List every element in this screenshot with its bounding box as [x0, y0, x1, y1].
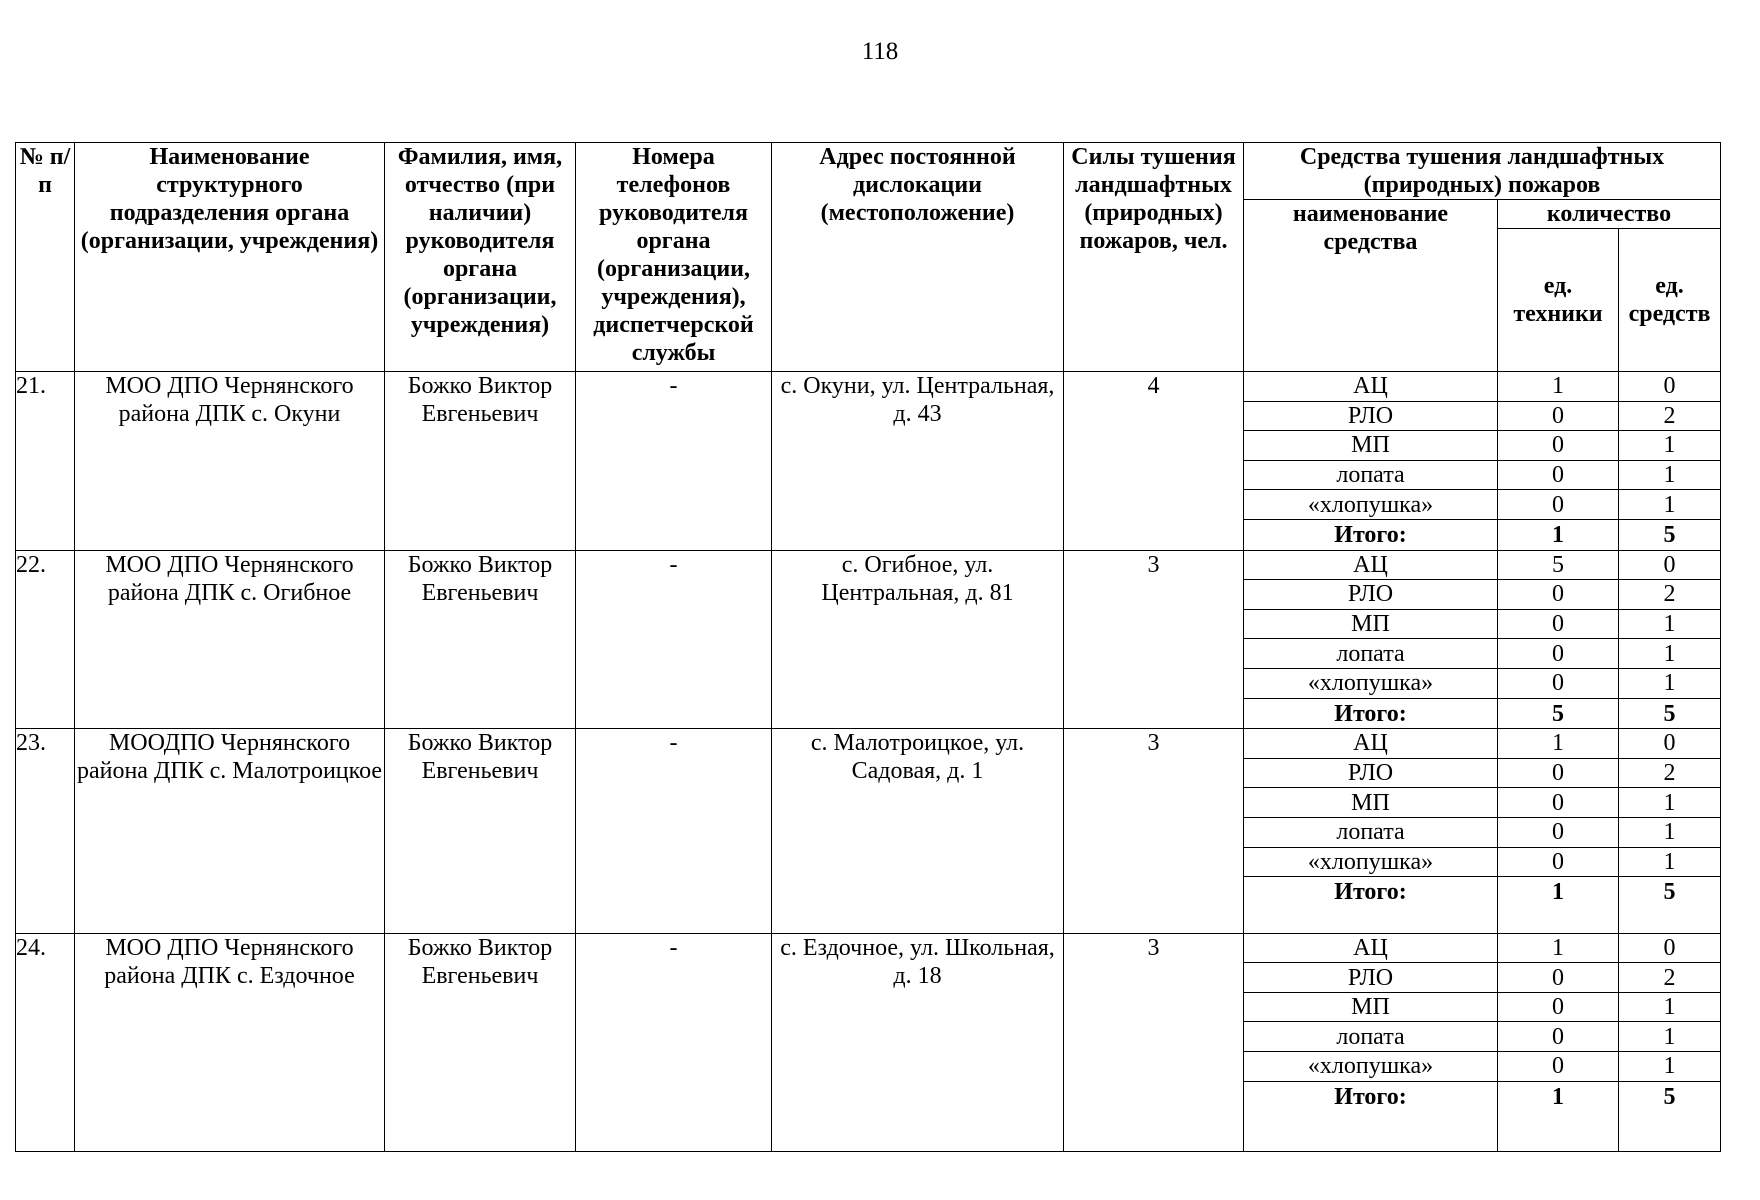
- units-means-value: 1: [1619, 1052, 1721, 1082]
- equipment-name: «хлопушка»: [1244, 1052, 1498, 1082]
- equipment-name: АЦ: [1244, 933, 1498, 963]
- unit-name: МОО ДПО Чернянского района ДПК с. Окуни: [75, 372, 385, 551]
- equipment-name: Итого:: [1244, 698, 1498, 729]
- header-unit: Наименование структурного подразделения органа (организации, учреждения): [75, 143, 385, 372]
- unit-name: МОО ДПО Чернянского района ДПК с. Огибное: [75, 550, 385, 729]
- equipment-name: МП: [1244, 788, 1498, 818]
- units-means-value: 2: [1619, 758, 1721, 788]
- units-tech-value: 0: [1498, 609, 1619, 639]
- units-tech-value: 0: [1498, 992, 1619, 1022]
- header-address: Адрес постоянной дислокации (местоположение): [772, 143, 1064, 372]
- equipment-name: РЛО: [1244, 401, 1498, 431]
- phone-number: -: [576, 933, 772, 1152]
- units-means-value: 1: [1619, 1022, 1721, 1052]
- row-num: 21.: [16, 372, 75, 551]
- address: с. Окуни, ул. Центральная, д. 43: [772, 372, 1064, 551]
- units-tech-value: 0: [1498, 401, 1619, 431]
- forces-count: 3: [1064, 550, 1244, 729]
- equipment-name: «хлопушка»: [1244, 847, 1498, 877]
- table-row: [16, 729, 1721, 759]
- table-row: [16, 933, 1721, 963]
- phone-number: -: [576, 729, 772, 934]
- units-means-value: 1: [1619, 788, 1721, 818]
- header-forces: Силы тушения ландшафтных (природных) пожаров, чел.: [1064, 143, 1244, 372]
- leader-name: Божко Виктор Евгеньевич: [385, 550, 576, 729]
- header-units-means: ед. средств: [1619, 229, 1721, 372]
- equipment-name: «хлопушка»: [1244, 490, 1498, 520]
- units-means-value: 2: [1619, 401, 1721, 431]
- units-tech-value: 1: [1498, 729, 1619, 759]
- units-means-value: 1: [1619, 431, 1721, 461]
- units-means-value: 1: [1619, 847, 1721, 877]
- units-tech-value: 0: [1498, 847, 1619, 877]
- units-tech-value: 1: [1498, 1081, 1619, 1152]
- equipment-name: лопата: [1244, 460, 1498, 490]
- units-tech-value: 0: [1498, 460, 1619, 490]
- unit-name: МООДПО Чернянского района ДПК с. Малотроицкое: [75, 729, 385, 934]
- header-units-tech: ед. техники: [1498, 229, 1619, 372]
- header-phones: Номера телефонов руководителя органа (организации, учреждения), диспетчерской службы: [576, 143, 772, 372]
- table-row: [16, 550, 1721, 580]
- units-tech-value: 5: [1498, 550, 1619, 580]
- address: с. Огибное, ул. Центральная, д. 81: [772, 550, 1064, 729]
- units-means-value: 2: [1619, 963, 1721, 993]
- units-tech-value: 0: [1498, 431, 1619, 461]
- units-means-value: 5: [1619, 698, 1721, 729]
- equipment-name: МП: [1244, 609, 1498, 639]
- header-num: № п/п: [16, 143, 75, 372]
- equipment-name: Итого:: [1244, 519, 1498, 550]
- units-tech-value: 0: [1498, 1022, 1619, 1052]
- header-means-name: наименование средства: [1244, 200, 1498, 372]
- equipment-name: АЦ: [1244, 372, 1498, 402]
- units-tech-value: 1: [1498, 372, 1619, 402]
- units-tech-value: 0: [1498, 963, 1619, 993]
- units-tech-value: 1: [1498, 877, 1619, 934]
- units-means-value: 1: [1619, 460, 1721, 490]
- fire-forces-table: [15, 142, 1721, 1152]
- equipment-name: лопата: [1244, 639, 1498, 669]
- address: с. Ездочное, ул. Школьная, д. 18: [772, 933, 1064, 1152]
- units-tech-value: 0: [1498, 1052, 1619, 1082]
- equipment-name: Итого:: [1244, 877, 1498, 934]
- phone-number: -: [576, 550, 772, 729]
- forces-count: 4: [1064, 372, 1244, 551]
- header-person: Фамилия, имя, отчество (при наличии) руководителя органа (организации, учреждения): [385, 143, 576, 372]
- equipment-name: АЦ: [1244, 550, 1498, 580]
- units-tech-value: 1: [1498, 519, 1619, 550]
- units-tech-value: 0: [1498, 639, 1619, 669]
- units-tech-value: 0: [1498, 758, 1619, 788]
- units-means-value: 2: [1619, 580, 1721, 610]
- equipment-name: РЛО: [1244, 758, 1498, 788]
- leader-name: Божко Виктор Евгеньевич: [385, 729, 576, 934]
- leader-name: Божко Виктор Евгеньевич: [385, 933, 576, 1152]
- units-tech-value: 0: [1498, 788, 1619, 818]
- equipment-name: МП: [1244, 431, 1498, 461]
- forces-count: 3: [1064, 933, 1244, 1152]
- table-header: [16, 143, 1721, 372]
- units-means-value: 0: [1619, 372, 1721, 402]
- row-num: 24.: [16, 933, 75, 1152]
- leader-name: Божко Виктор Евгеньевич: [385, 372, 576, 551]
- header-means: Средства тушения ландшафтных (природных) пожаров: [1244, 143, 1721, 200]
- unit-name: МОО ДПО Чернянского района ДПК с. Ездочное: [75, 933, 385, 1152]
- equipment-name: РЛО: [1244, 580, 1498, 610]
- equipment-name: АЦ: [1244, 729, 1498, 759]
- units-means-value: 1: [1619, 817, 1721, 847]
- table-body: [16, 372, 1721, 1152]
- phone-number: -: [576, 372, 772, 551]
- row-num: 23.: [16, 729, 75, 934]
- forces-count: 3: [1064, 729, 1244, 934]
- units-means-value: 5: [1619, 519, 1721, 550]
- units-tech-value: 0: [1498, 580, 1619, 610]
- units-means-value: 0: [1619, 550, 1721, 580]
- row-num: 22.: [16, 550, 75, 729]
- units-means-value: 1: [1619, 639, 1721, 669]
- units-means-value: 1: [1619, 668, 1721, 698]
- equipment-name: Итого:: [1244, 1081, 1498, 1152]
- units-means-value: 1: [1619, 609, 1721, 639]
- units-tech-value: 1: [1498, 933, 1619, 963]
- units-tech-value: 0: [1498, 817, 1619, 847]
- equipment-name: РЛО: [1244, 963, 1498, 993]
- units-means-value: 0: [1619, 933, 1721, 963]
- address: с. Малотроицкое, ул. Садовая, д. 1: [772, 729, 1064, 934]
- header-quantity: количество: [1498, 200, 1721, 229]
- units-tech-value: 5: [1498, 698, 1619, 729]
- table-row: [16, 372, 1721, 402]
- equipment-name: «хлопушка»: [1244, 668, 1498, 698]
- units-tech-value: 0: [1498, 668, 1619, 698]
- units-means-value: 5: [1619, 1081, 1721, 1152]
- equipment-name: МП: [1244, 992, 1498, 1022]
- units-means-value: 1: [1619, 490, 1721, 520]
- units-means-value: 0: [1619, 729, 1721, 759]
- units-means-value: 5: [1619, 877, 1721, 934]
- equipment-name: лопата: [1244, 817, 1498, 847]
- units-means-value: 1: [1619, 992, 1721, 1022]
- units-tech-value: 0: [1498, 490, 1619, 520]
- page-number: 118: [861, 38, 899, 65]
- equipment-name: лопата: [1244, 1022, 1498, 1052]
